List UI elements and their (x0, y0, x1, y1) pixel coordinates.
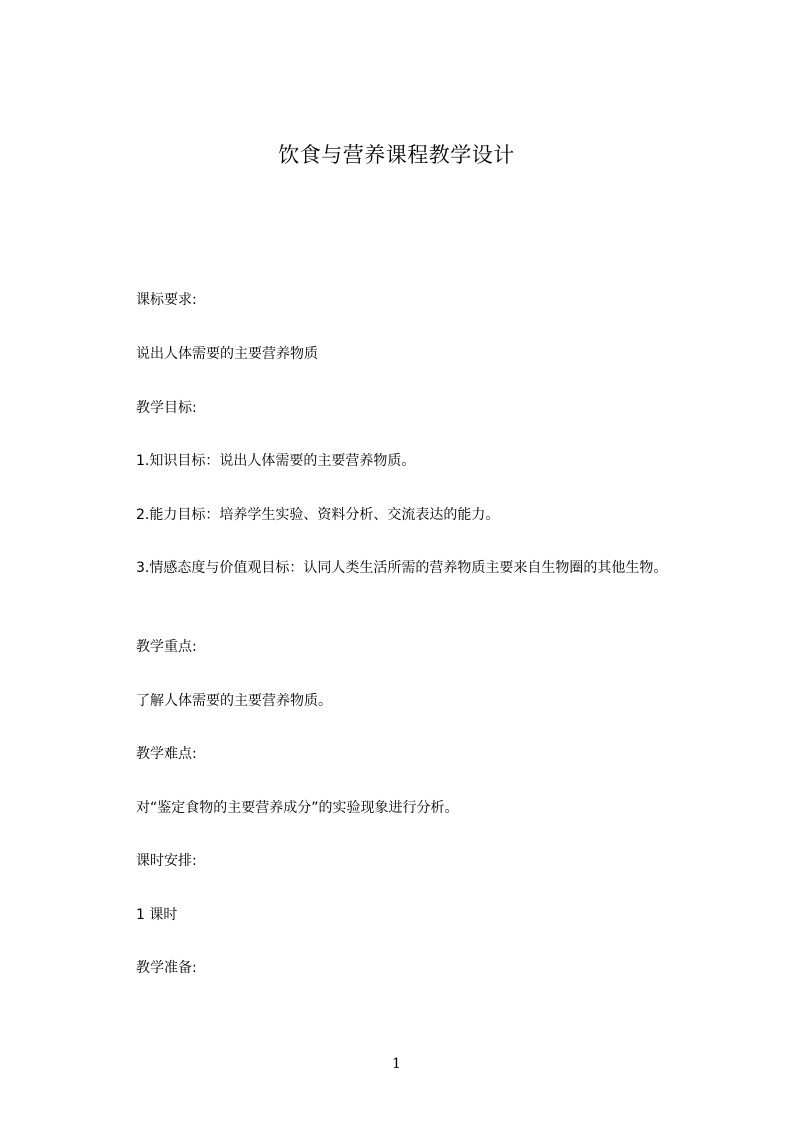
heading-teaching-difficulty: 教学难点: (136, 746, 197, 762)
heading-teaching-preparation: 教学准备: (136, 960, 197, 976)
paragraph-ability-objective: 2.能力目标：培养学生实验、资料分析、交流表达的能力。 (136, 507, 500, 523)
heading-teaching-focus: 教学重点: (136, 639, 197, 655)
paragraph-teaching-focus: 了解人体需要的主要营养物质。 (136, 693, 332, 709)
paragraph-attitude-objective: 3.情感态度与价值观目标：认同人类生活所需的营养物质主要来自生物圈的其他生物。 (136, 560, 668, 576)
page-number: 1 (392, 1056, 401, 1072)
paragraph-class-schedule: 1 课时 (136, 907, 178, 923)
heading-teaching-objectives: 教学目标: (136, 400, 197, 416)
paragraph-teaching-difficulty: 对“鉴定食物的主要营养成分”的实验现象进行分析。 (136, 800, 459, 816)
paragraph-knowledge-objective: 1.知识目标：说出人体需要的主要营养物质。 (136, 453, 416, 469)
heading-class-schedule: 课时安排: (136, 853, 197, 869)
paragraph-curriculum-requirements: 说出人体需要的主要营养物质 (136, 346, 318, 362)
document-title: 饮食与营养课程教学设计 (278, 143, 515, 167)
heading-curriculum-requirements: 课标要求: (136, 292, 197, 308)
